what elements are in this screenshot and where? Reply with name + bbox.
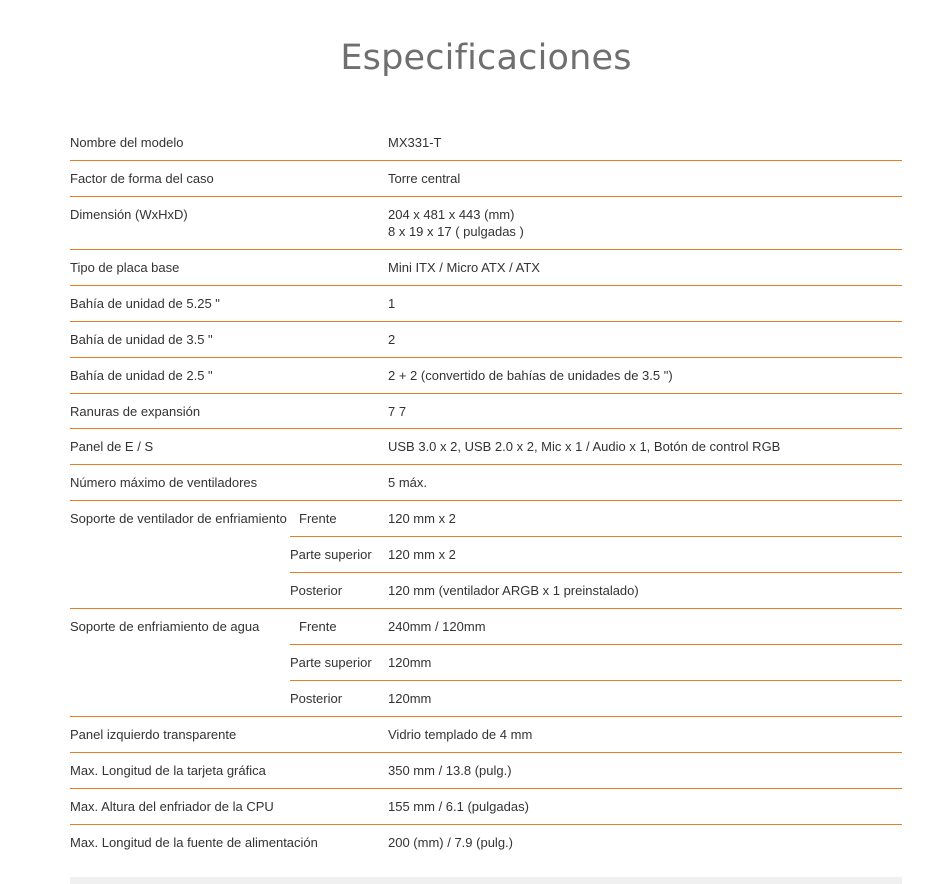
spec-sublabel: Parte superior (290, 655, 372, 670)
spec-label: Max. Longitud de la fuente de alimentación (70, 835, 318, 850)
spec-row-motherboard (70, 250, 902, 286)
spec-value: USB 3.0 x 2, USB 2.0 x 2, Mic x 1 / Audio x 1, Botón de control RGB (388, 439, 781, 454)
spec-row-cpu-cooler (70, 789, 902, 825)
spec-row-gpu-length (70, 753, 902, 789)
spec-label: Soporte de enfriamiento de agua (70, 619, 260, 634)
spec-value: 350 mm / 13.8 (pulg.) (388, 763, 512, 778)
spec-row-expansion-slots (70, 394, 902, 429)
spec-value-line: 8 x 19 x 17 ( pulgadas ) (388, 224, 524, 239)
spec-label: Número máximo de ventiladores (70, 475, 258, 490)
spec-label: Panel izquierdo transparente (70, 727, 237, 742)
spec-value: 120 mm x 2 (388, 547, 456, 562)
spec-label: Max. Altura del enfriador de la CPU (70, 799, 274, 814)
spec-label: Dimensión (WxHxD) (70, 207, 188, 222)
spec-sublabel: Parte superior (290, 547, 372, 562)
spec-row-form-factor (70, 161, 902, 197)
spec-value: 5 máx. (388, 475, 428, 490)
spec-value: 240mm / 120mm (388, 619, 486, 634)
spec-row-fan-front (70, 501, 902, 537)
spec-value: 2 (388, 332, 396, 347)
spec-row-io-panel (70, 429, 902, 465)
spec-sublabel: Posterior (290, 583, 343, 598)
spec-label: Soporte de ventilador de enfriamiento (70, 511, 287, 526)
spec-sublabel: Frente (299, 511, 337, 526)
spec-value: Vidrio templado de 4 mm (388, 727, 533, 742)
spec-value: 1 (388, 296, 396, 311)
spec-label: Max. Longitud de la tarjeta gráfica (70, 763, 266, 778)
spec-row-water-rear (70, 681, 902, 717)
spec-row-water-front (70, 609, 902, 645)
spec-row-bay-25 (70, 358, 902, 394)
spec-row-bay-35 (70, 322, 902, 358)
spec-label: Panel de E / S (70, 439, 154, 454)
spec-value (388, 206, 524, 240)
spec-label: Factor de forma del caso (70, 171, 214, 186)
spec-row-left-panel (70, 717, 902, 753)
spec-row-max-fans (70, 465, 902, 501)
spec-sublabel: Frente (299, 619, 337, 634)
spec-label: Tipo de placa base (70, 260, 180, 275)
spec-value: 7 7 (388, 404, 407, 419)
spec-label: Bahía de unidad de 2.5 " (70, 368, 213, 383)
spec-value-line: 204 x 481 x 443 (mm) (388, 207, 515, 222)
spec-row-water-top (290, 645, 902, 681)
bottom-scrollbar[interactable] (70, 877, 902, 884)
spec-table (70, 125, 902, 861)
spec-row-bay-525 (70, 286, 902, 322)
spec-value: 120 mm (ventilador ARGB x 1 preinstalado) (388, 583, 639, 598)
spec-value: 120 mm x 2 (388, 511, 456, 526)
spec-value: 200 (mm) / 7.9 (pulg.) (388, 835, 513, 850)
spec-value: Torre central (388, 171, 461, 186)
spec-value: 120mm (388, 655, 432, 670)
spec-sublabel: Posterior (290, 691, 343, 706)
spec-row-dimension (70, 197, 902, 250)
spec-label: Bahía de unidad de 3.5 " (70, 332, 213, 347)
spec-row-fan-rear (70, 573, 902, 609)
spec-value: 120mm (388, 691, 432, 706)
spec-row-model-name (70, 125, 902, 161)
spec-row-psu-length (70, 825, 902, 861)
spec-label: Nombre del modelo (70, 135, 184, 150)
spec-row-fan-top (290, 537, 902, 573)
spec-value: 155 mm / 6.1 (pulgadas) (388, 799, 529, 814)
spec-value: 2 + 2 (convertido de bahías de unidades de 3.5 ") (388, 368, 673, 383)
spec-value: Mini ITX / Micro ATX / ATX (388, 260, 540, 275)
page-title: Especificaciones (340, 38, 632, 78)
spec-label: Bahía de unidad de 5.25 " (70, 296, 220, 311)
spec-value: MX331-T (388, 135, 442, 150)
spec-label: Ranuras de expansión (70, 404, 201, 419)
